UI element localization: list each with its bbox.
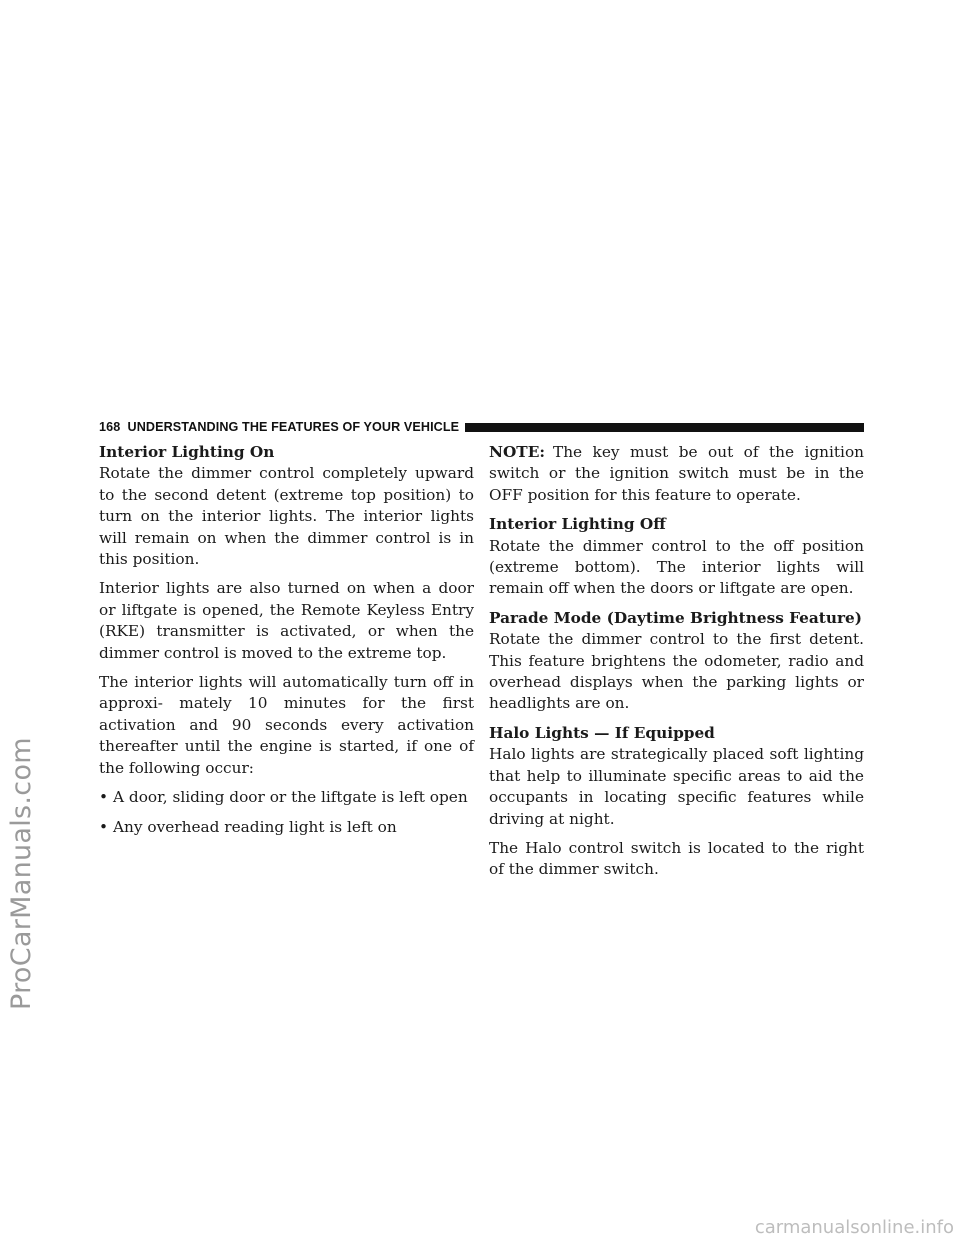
list-item xyxy=(99,817,474,838)
list-item xyxy=(99,787,474,808)
bullet-mark: • xyxy=(99,788,109,807)
heading-halo-lights: Halo Lights — If Equipped xyxy=(489,723,715,742)
header-rule-bar xyxy=(465,423,864,432)
note-label: NOTE: xyxy=(489,443,545,461)
heading-interior-lighting-off: Interior Lighting Off xyxy=(489,515,666,534)
paragraph-dimmer-off: Rotate the dimmer control to the off position (extreme bottom). The interior lights will remain off when the doors or liftgate are open. xyxy=(489,536,864,598)
note-paragraph xyxy=(489,442,864,506)
heading-parade-mode: Parade Mode (Daytime Brightness Feature) xyxy=(489,608,863,627)
note-text: The key must be out of the ignition switch or the ignition switch must be in the OFF position for this feature to operate. xyxy=(489,443,864,504)
side-watermark: ProCarManuals.com xyxy=(6,737,37,1010)
heading-interior-lighting-on: Interior Lighting On xyxy=(99,443,275,461)
section-title: UNDERSTANDING THE FEATURES OF YOUR VEHICLE xyxy=(127,420,460,434)
page-header-text xyxy=(99,420,465,434)
paragraph-auto-off: The interior lights will automatically turn off in approxi- mately 10 minutes for the first activation and 90 seconds every activation thereafter until the engine is started, if one of the following occur: xyxy=(99,673,474,777)
list-item-text: A door, sliding door or the liftgate is left open xyxy=(113,788,468,807)
paragraph-dimmer-up: Rotate the dimmer control completely upward to the second detent (extreme top position) to turn on the interior lights. The interior lights will remain on when the dimmer control is in this position. xyxy=(99,464,474,569)
page-header xyxy=(99,418,864,436)
bullet-mark: • xyxy=(99,817,109,836)
paragraph-lights-turned-on: Interior lights are also turned on when a door or liftgate is opened, the Remote Keyless Entry (RKE) transmitter is activated, or when the dimmer control is moved to the extreme top. xyxy=(99,579,474,662)
bottom-watermark: carmanualsonline.info xyxy=(754,1217,954,1238)
paragraph-parade-mode: Rotate the dimmer control to the first detent. This feature brightens the odometer, radio and overhead displays when the parking lights or headlights are on. xyxy=(489,630,864,713)
left-column xyxy=(99,442,474,846)
paragraph-halo-lights: Halo lights are strategically placed soft lighting that help to illuminate specific areas to aid the occupants in locating specific features while driving at night. xyxy=(489,745,864,828)
list-item-text: Any overhead reading light is left on xyxy=(113,817,397,836)
page-number: 168 xyxy=(99,420,121,434)
right-column xyxy=(489,442,864,889)
paragraph-halo-switch: The Halo control switch is located to the right of the dimmer switch. xyxy=(489,838,864,879)
